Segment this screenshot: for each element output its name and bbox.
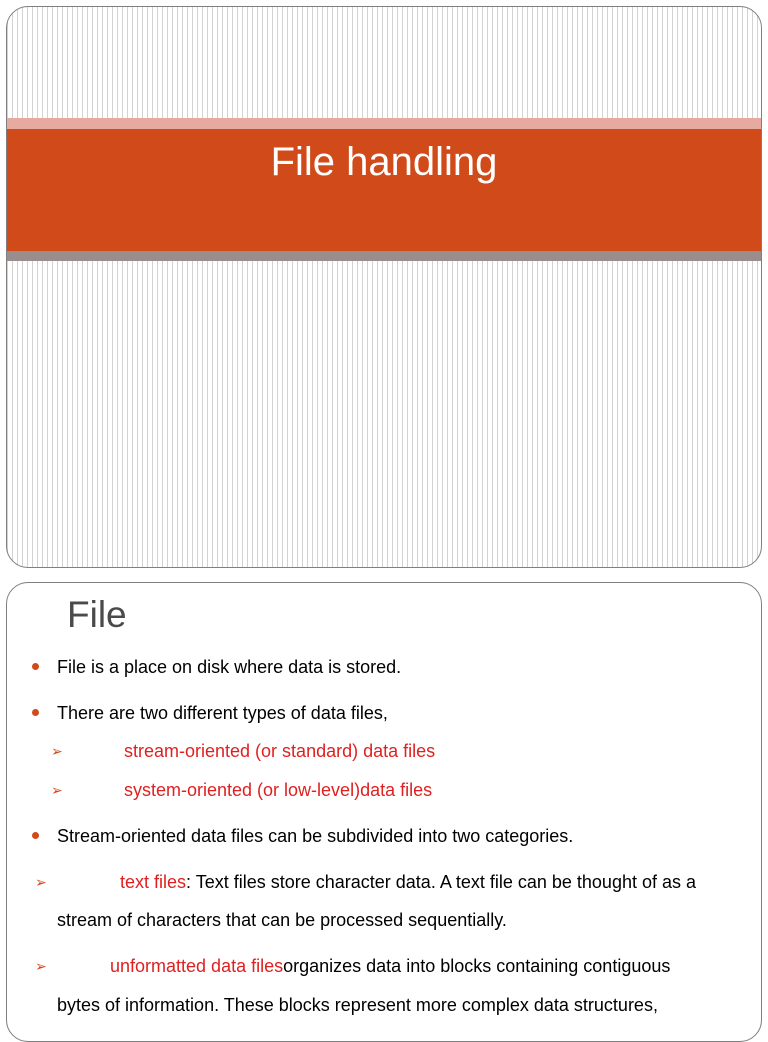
title-band-gray (7, 251, 761, 261)
round-bullet-icon (32, 832, 39, 839)
arrow-bullet-icon: ➢ (51, 782, 63, 798)
item-description: organizes data into blocks containing contiguous (283, 956, 671, 976)
sub-bullet-text: stream-oriented (or standard) data files (124, 741, 436, 761)
item-text (110, 953, 670, 979)
bullet-text: Stream-oriented data files can be subdivided into two categories. (57, 826, 574, 846)
highlight-term: unformatted data files (110, 956, 284, 976)
arrow-bullet-icon: ➢ (35, 874, 47, 890)
round-bullet-icon (32, 663, 39, 670)
item-description: : Text files store character data. A text file can be thought of as a (186, 872, 696, 892)
title-slide (6, 6, 762, 568)
bullet-text: File is a place on disk where data is stored. (57, 657, 402, 677)
item-text-continued: stream of characters that can be processed sequentially. (57, 910, 507, 930)
slide-title: File handling (270, 140, 498, 184)
sub-bullet-text: system-oriented (or low-level)data files (124, 780, 433, 800)
arrow-bullet-icon: ➢ (35, 958, 47, 974)
arrow-bullet-icon: ➢ (51, 743, 63, 759)
round-bullet-icon (32, 709, 39, 716)
highlight-term: text files (120, 872, 187, 892)
item-text-continued: bytes of information. These blocks represent more complex data structures, (57, 995, 658, 1015)
content-slide-title: File (67, 594, 127, 635)
content-slide (6, 582, 762, 1042)
bullet-text: There are two different types of data files, (57, 703, 388, 723)
item-text (120, 869, 696, 895)
